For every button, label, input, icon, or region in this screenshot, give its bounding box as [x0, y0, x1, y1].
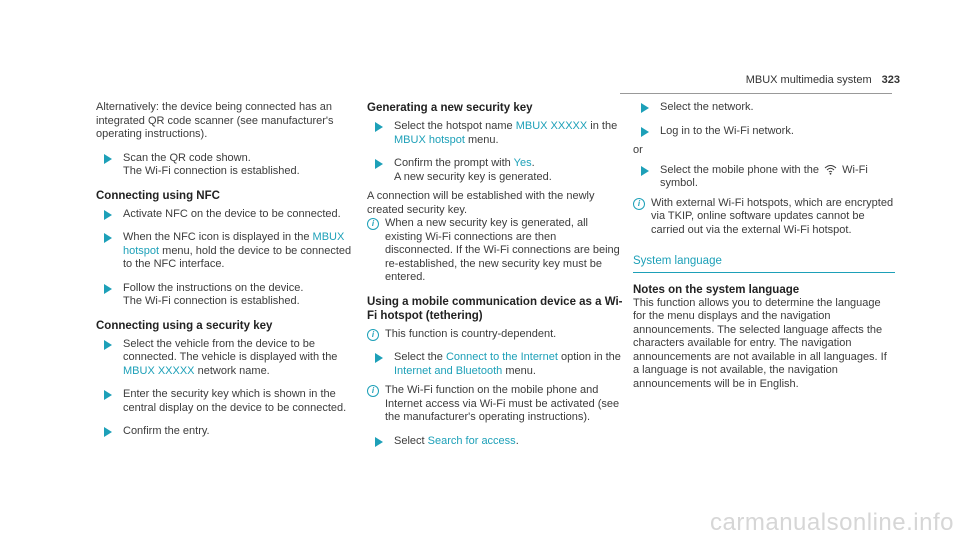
- heading-nfc: Connecting using NFC: [96, 189, 220, 202]
- ui-label-search-access: Search for access: [427, 434, 516, 447]
- arrow-right-icon: [104, 210, 112, 220]
- arrow-right-icon: [375, 122, 383, 132]
- ui-label-mbux-hotspot: MBUX hotspot: [394, 133, 465, 146]
- arrow-right-icon: [375, 159, 383, 169]
- info-icon: i: [633, 198, 645, 210]
- or-text: or: [633, 144, 643, 156]
- step-search-access: Select Search for access.: [367, 435, 625, 449]
- step-enter-key: Enter the security key which is shown in the central display on the device to be connected.: [96, 388, 358, 415]
- step-connect-internet: Select the Connect to the Internet option in the Internet and Bluetooth menu.: [367, 351, 625, 378]
- arrow-right-icon: [104, 154, 112, 164]
- column-middle: [367, 101, 625, 448]
- ui-label-connect-internet: Connect to the Internet: [445, 351, 558, 363]
- arrow-right-icon: [104, 340, 112, 350]
- step-select-phone: Select the mobile phone with the Wi-Fi symbol.: [633, 164, 895, 191]
- arrow-right-icon: [104, 427, 112, 437]
- heading-security-key: Connecting using a security key: [96, 319, 273, 332]
- ui-label-network-name: MBUX XXXXX: [123, 364, 195, 377]
- ui-label-internet-bluetooth: Internet and Bluetooth: [394, 364, 503, 377]
- column-right: [633, 101, 895, 391]
- arrow-right-icon: [375, 353, 383, 363]
- language-paragraph: This function allows you to determine the language for the menu displays and the navigation announcements. The selected language affects the characters available for entry. The navigation announcements are not available in all languages. If a language is not available, the navigation announcements will be in English.: [633, 296, 887, 390]
- ui-label-yes: Yes: [513, 157, 532, 169]
- arrow-right-icon: [104, 284, 112, 294]
- arrow-right-icon: [641, 103, 649, 113]
- heading-generate-key: Generating a new security key: [367, 102, 533, 114]
- step-nfc-icon: When the NFC icon is displayed in the MBUX hotspot menu, hold the device to be connected to the NFC interface.: [96, 231, 358, 272]
- step-follow-instructions: Follow the instructions on the device. The Wi-Fi connection is established.: [96, 282, 358, 309]
- section-system-language: System language: [633, 255, 895, 273]
- connection-paragraph: A connection will be established with the newly created security key.: [367, 190, 595, 216]
- step-confirm-prompt: Confirm the prompt with Yes. A new security key is generated.: [367, 157, 625, 184]
- header-title: MBUX multimedia system: [745, 74, 872, 86]
- step-select-network: Select the network.: [633, 101, 895, 115]
- heading-tethering: Using a mobile communication device as a Wi-Fi hotspot (tethering): [367, 295, 623, 322]
- step-confirm-entry: Confirm the entry.: [96, 425, 358, 439]
- note-tkip: i With external Wi-Fi hotspots, which are encrypted via TKIP, online software updates cannot be carried out via the external Wi-Fi hotspot.: [633, 197, 895, 238]
- ui-label-hotspot-name: MBUX XXXXX: [515, 120, 588, 132]
- step-select-hotspot: Select the hotspot name MBUX XXXXX in the MBUX hotspot menu.: [367, 120, 625, 147]
- page-header: [720, 74, 900, 88]
- arrow-right-icon: [375, 437, 383, 447]
- page-number: 323: [881, 74, 900, 86]
- step-log-in: Log in to the Wi-Fi network.: [633, 125, 895, 139]
- wifi-icon: [824, 164, 837, 175]
- column-left: [96, 101, 358, 439]
- header-divider: [620, 93, 892, 94]
- note-new-key: i When a new security key is generated, all existing Wi-Fi connections are then disconnected. If the Wi-Fi connections are being re-established, the new security key must be entered.: [367, 217, 625, 285]
- info-icon: i: [367, 385, 379, 397]
- note-country: i This function is country-dependent.: [367, 328, 625, 342]
- info-icon: i: [367, 329, 379, 341]
- step-activate-nfc: Activate NFC on the device to be connected.: [96, 208, 358, 222]
- arrow-right-icon: [104, 390, 112, 400]
- intro-paragraph: Alternatively: the device being connected has an integrated QR code scanner (see manufacturer's operating instructions).: [96, 101, 334, 140]
- arrow-right-icon: [641, 166, 649, 176]
- info-icon: i: [367, 218, 379, 230]
- arrow-right-icon: [641, 127, 649, 137]
- arrow-right-icon: [104, 233, 112, 243]
- step-scan-qr: Scan the QR code shown. The Wi-Fi connection is established.: [96, 152, 358, 179]
- heading-language-notes: Notes on the system language: [633, 283, 800, 296]
- watermark: carmanualsonline.info: [710, 508, 954, 536]
- ui-label-mbux-hotspot: MBUX hotspot: [123, 231, 345, 257]
- note-wifi-function: i The Wi-Fi function on the mobile phone and Internet access via Wi-Fi must be activated (see the manufacturer's operating instructions).: [367, 384, 625, 425]
- step-select-vehicle: Select the vehicle from the device to be connected. The vehicle is displayed with the MBUX XXXXX network name.: [96, 338, 358, 379]
